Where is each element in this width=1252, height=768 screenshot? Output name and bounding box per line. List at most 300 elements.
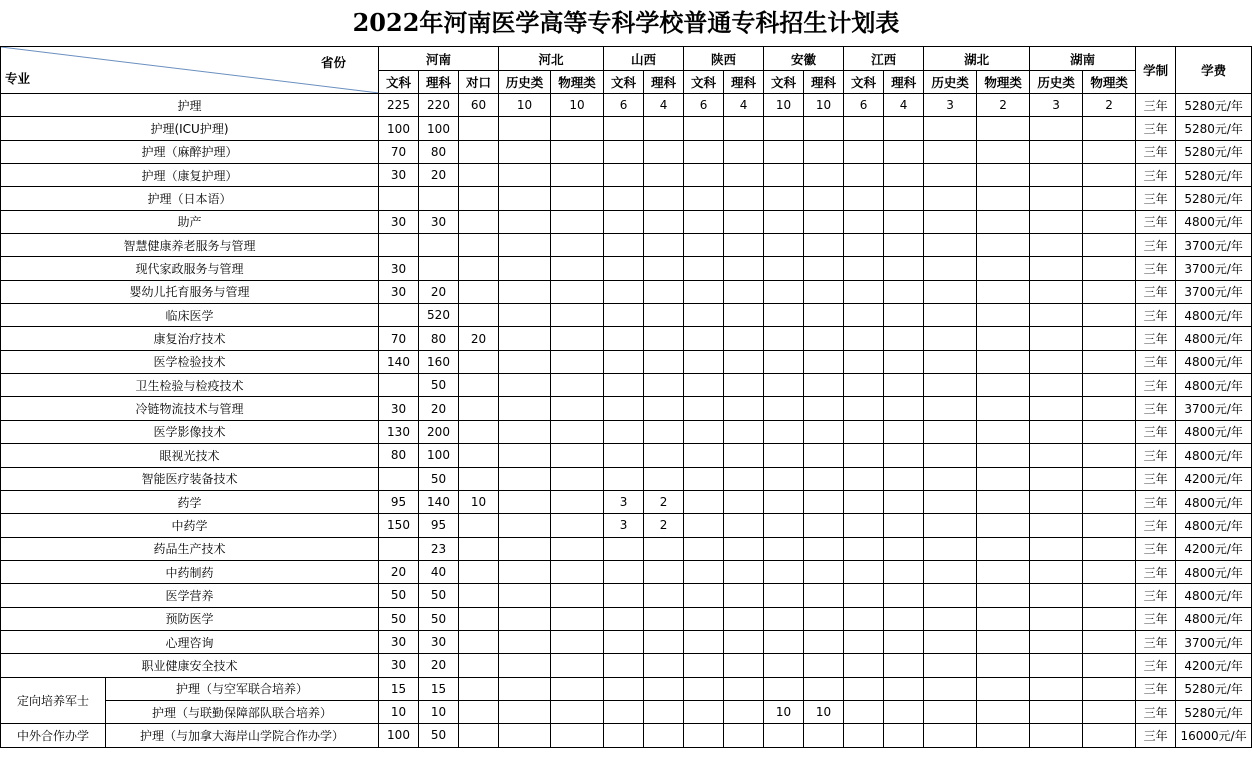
quota-cell: 50 (419, 724, 459, 747)
quota-cell: 2 (977, 94, 1030, 117)
table-row (1, 327, 1252, 350)
quota-cell (977, 234, 1030, 257)
quota-cell (977, 677, 1030, 700)
quota-cell (604, 210, 644, 233)
quota-cell (551, 654, 604, 677)
duration-header: 学制 (1136, 47, 1176, 94)
quota-cell (1083, 630, 1136, 653)
quota-cell (764, 677, 804, 700)
quota-cell (804, 584, 844, 607)
quota-cell (1030, 560, 1083, 583)
quota-cell (977, 584, 1030, 607)
quota-cell (684, 700, 724, 723)
table-row (1, 584, 1252, 607)
quota-cell (459, 677, 499, 700)
quota-cell (884, 280, 924, 303)
quota-cell (499, 397, 551, 420)
quota-cell (1030, 397, 1083, 420)
quota-cell (551, 700, 604, 723)
quota-cell (644, 210, 684, 233)
quota-cell (551, 397, 604, 420)
quota-cell: 80 (379, 444, 419, 467)
quota-cell: 3 (1030, 94, 1083, 117)
quota-cell (884, 327, 924, 350)
group-label-cell: 中外合作办学 (1, 724, 106, 747)
quota-cell (1030, 537, 1083, 560)
quota-cell: 30 (379, 630, 419, 653)
quota-cell (684, 187, 724, 210)
quota-cell (977, 560, 1030, 583)
quota-cell: 10 (499, 94, 551, 117)
quota-cell (977, 164, 1030, 187)
quota-cell (884, 700, 924, 723)
quota-cell (644, 677, 684, 700)
quota-cell: 15 (379, 677, 419, 700)
quota-cell (1030, 607, 1083, 630)
table-row (1, 257, 1252, 280)
duration-cell: 三年 (1136, 397, 1176, 420)
major-name-cell: 护理（麻醉护理） (1, 140, 379, 163)
quota-cell (1030, 117, 1083, 140)
quota-cell (644, 560, 684, 583)
quota-cell (804, 560, 844, 583)
quota-cell: 10 (804, 94, 844, 117)
quota-cell (1030, 350, 1083, 373)
quota-cell (551, 257, 604, 280)
major-name-cell: 心理咨询 (1, 630, 379, 653)
header-corner-cell (1, 47, 379, 94)
duration-cell: 三年 (1136, 444, 1176, 467)
quota-cell (499, 700, 551, 723)
fee-cell: 5280元/年 (1176, 164, 1252, 187)
quota-cell (977, 117, 1030, 140)
quota-cell (884, 117, 924, 140)
quota-cell (977, 187, 1030, 210)
quota-cell: 3 (924, 94, 977, 117)
quota-cell (644, 584, 684, 607)
quota-cell (844, 164, 884, 187)
quota-cell (924, 514, 977, 537)
quota-cell (924, 677, 977, 700)
quota-cell (379, 537, 419, 560)
quota-cell (604, 164, 644, 187)
quota-cell (1083, 584, 1136, 607)
quota-cell (1030, 257, 1083, 280)
quota-cell (884, 234, 924, 257)
quota-cell (804, 304, 844, 327)
quota-cell (1083, 304, 1136, 327)
table-row (1, 140, 1252, 163)
quota-cell (724, 724, 764, 747)
major-name-cell: 医学营养 (1, 584, 379, 607)
quota-cell (551, 467, 604, 490)
table-row (1, 117, 1252, 140)
table-row (1, 397, 1252, 420)
quota-cell (644, 164, 684, 187)
quota-cell (977, 257, 1030, 280)
major-name-cell: 护理（康复护理） (1, 164, 379, 187)
major-name-cell: 康复治疗技术 (1, 327, 379, 350)
major-name-cell: 冷链物流技术与管理 (1, 397, 379, 420)
quota-cell (684, 584, 724, 607)
quota-cell: 100 (379, 724, 419, 747)
quota-cell (379, 304, 419, 327)
quota-cell (844, 117, 884, 140)
quota-cell (604, 724, 644, 747)
table-row (1, 280, 1252, 303)
quota-cell: 23 (419, 537, 459, 560)
quota-cell (977, 327, 1030, 350)
quota-cell (804, 374, 844, 397)
quota-cell (684, 117, 724, 140)
quota-cell (844, 700, 884, 723)
table-row (1, 187, 1252, 210)
quota-cell (764, 444, 804, 467)
quota-cell: 150 (379, 514, 419, 537)
quota-cell (804, 397, 844, 420)
quota-cell: 95 (419, 514, 459, 537)
quota-cell (977, 724, 1030, 747)
quota-cell: 2 (1083, 94, 1136, 117)
quota-cell (604, 374, 644, 397)
duration-cell: 三年 (1136, 490, 1176, 513)
quota-cell (1083, 210, 1136, 233)
quota-cell (551, 234, 604, 257)
quota-cell (499, 210, 551, 233)
duration-cell: 三年 (1136, 677, 1176, 700)
quota-cell (884, 374, 924, 397)
sub-header: 文科 (604, 71, 644, 94)
quota-cell (644, 444, 684, 467)
sub-header: 文科 (844, 71, 884, 94)
quota-cell (844, 630, 884, 653)
quota-cell (499, 467, 551, 490)
quota-cell (551, 607, 604, 630)
quota-cell (459, 140, 499, 163)
quota-cell (724, 257, 764, 280)
quota-cell (844, 257, 884, 280)
quota-cell (924, 607, 977, 630)
quota-cell (459, 630, 499, 653)
table-row (1, 724, 1252, 747)
major-name-cell: 智能医疗装备技术 (1, 467, 379, 490)
quota-cell (459, 164, 499, 187)
province-header-jiangxi: 江西 (844, 47, 924, 71)
quota-cell (724, 327, 764, 350)
quota-cell (804, 420, 844, 443)
quota-cell (844, 140, 884, 163)
fee-cell: 4800元/年 (1176, 420, 1252, 443)
quota-cell (724, 584, 764, 607)
sub-header: 历史类 (1030, 71, 1083, 94)
quota-cell (977, 444, 1030, 467)
quota-cell (1083, 164, 1136, 187)
quota-cell (924, 327, 977, 350)
quota-cell (1030, 584, 1083, 607)
quota-cell (804, 467, 844, 490)
quota-cell (499, 607, 551, 630)
quota-cell (644, 304, 684, 327)
quota-cell (1083, 724, 1136, 747)
quota-cell (804, 444, 844, 467)
quota-cell (924, 140, 977, 163)
quota-cell (604, 537, 644, 560)
quota-cell: 60 (459, 94, 499, 117)
quota-cell (1083, 397, 1136, 420)
quota-cell: 50 (419, 607, 459, 630)
quota-cell (1030, 467, 1083, 490)
quota-cell (884, 467, 924, 490)
quota-cell (644, 350, 684, 373)
quota-cell (977, 490, 1030, 513)
quota-cell (724, 630, 764, 653)
quota-cell (884, 187, 924, 210)
quota-cell (844, 304, 884, 327)
table-row (1, 304, 1252, 327)
quota-cell (804, 164, 844, 187)
fee-cell: 4800元/年 (1176, 327, 1252, 350)
quota-cell (924, 210, 977, 233)
quota-cell (1030, 187, 1083, 210)
quota-cell: 20 (459, 327, 499, 350)
quota-cell (499, 187, 551, 210)
quota-cell (459, 210, 499, 233)
quota-cell (1083, 700, 1136, 723)
quota-cell: 50 (419, 467, 459, 490)
quota-cell (804, 117, 844, 140)
quota-cell (724, 280, 764, 303)
quota-cell (844, 280, 884, 303)
quota-cell (804, 490, 844, 513)
sub-header: 历史类 (924, 71, 977, 94)
quota-cell (684, 210, 724, 233)
quota-cell (977, 140, 1030, 163)
fee-cell: 5280元/年 (1176, 140, 1252, 163)
quota-cell (644, 257, 684, 280)
quota-cell: 50 (379, 584, 419, 607)
quota-cell (924, 304, 977, 327)
major-name-cell: 护理 (1, 94, 379, 117)
table-row (1, 234, 1252, 257)
quota-cell: 20 (419, 280, 459, 303)
quota-cell (1083, 257, 1136, 280)
quota-cell (724, 304, 764, 327)
quota-cell (604, 584, 644, 607)
major-name-cell: 药品生产技术 (1, 537, 379, 560)
quota-cell (764, 374, 804, 397)
quota-cell (977, 654, 1030, 677)
major-name-cell: 临床医学 (1, 304, 379, 327)
quota-cell (684, 234, 724, 257)
table-row (1, 677, 1252, 700)
quota-cell: 30 (419, 630, 459, 653)
quota-cell (551, 140, 604, 163)
quota-cell: 20 (419, 164, 459, 187)
fee-cell: 4800元/年 (1176, 560, 1252, 583)
table-row (1, 514, 1252, 537)
quota-cell (924, 444, 977, 467)
quota-cell (844, 374, 884, 397)
quota-cell (551, 537, 604, 560)
quota-cell: 95 (379, 490, 419, 513)
quota-cell (764, 234, 804, 257)
quota-cell (724, 514, 764, 537)
quota-cell (924, 117, 977, 140)
quota-cell (724, 537, 764, 560)
quota-cell (644, 537, 684, 560)
quota-cell (884, 630, 924, 653)
quota-cell (977, 374, 1030, 397)
quota-cell (1030, 210, 1083, 233)
quota-cell (924, 654, 977, 677)
quota-cell (1083, 467, 1136, 490)
quota-cell (804, 234, 844, 257)
quota-cell (551, 210, 604, 233)
quota-cell (604, 654, 644, 677)
quota-cell (551, 490, 604, 513)
major-name-cell: 眼视光技术 (1, 444, 379, 467)
duration-cell: 三年 (1136, 327, 1176, 350)
quota-cell (499, 374, 551, 397)
quota-cell (379, 374, 419, 397)
quota-cell (804, 187, 844, 210)
duration-cell: 三年 (1136, 374, 1176, 397)
quota-cell (604, 257, 644, 280)
quota-cell (644, 724, 684, 747)
duration-cell: 三年 (1136, 514, 1176, 537)
quota-cell (844, 467, 884, 490)
quota-cell (924, 467, 977, 490)
fee-cell: 4800元/年 (1176, 350, 1252, 373)
quota-cell (844, 234, 884, 257)
quota-cell (924, 560, 977, 583)
quota-cell: 15 (419, 677, 459, 700)
quota-cell (459, 280, 499, 303)
quota-cell: 30 (379, 210, 419, 233)
quota-cell (459, 187, 499, 210)
quota-cell (1083, 327, 1136, 350)
quota-cell (644, 140, 684, 163)
sub-header: 文科 (684, 71, 724, 94)
major-name-cell: 预防医学 (1, 607, 379, 630)
quota-cell (1083, 374, 1136, 397)
quota-cell (551, 304, 604, 327)
quota-cell (764, 327, 804, 350)
quota-cell (977, 420, 1030, 443)
quota-cell (924, 257, 977, 280)
quota-cell (764, 257, 804, 280)
quota-cell: 100 (419, 117, 459, 140)
quota-cell (604, 140, 644, 163)
quota-cell (977, 397, 1030, 420)
quota-cell (804, 140, 844, 163)
quota-cell (604, 560, 644, 583)
major-name-cell: 婴幼儿托育服务与管理 (1, 280, 379, 303)
quota-cell: 30 (419, 210, 459, 233)
quota-cell (551, 164, 604, 187)
quota-cell (1083, 560, 1136, 583)
quota-cell (499, 350, 551, 373)
province-header-shaanxi: 陕西 (684, 47, 764, 71)
duration-cell: 三年 (1136, 630, 1176, 653)
group-label-cell: 定向培养军士 (1, 677, 106, 724)
quota-cell (379, 187, 419, 210)
quota-cell (551, 724, 604, 747)
province-header-henan: 河南 (379, 47, 499, 71)
quota-cell (459, 584, 499, 607)
sub-header: 历史类 (499, 71, 551, 94)
fee-cell: 4800元/年 (1176, 210, 1252, 233)
quota-cell (1030, 677, 1083, 700)
fee-cell: 4800元/年 (1176, 490, 1252, 513)
quota-cell (884, 210, 924, 233)
quota-cell: 10 (764, 700, 804, 723)
quota-cell (684, 724, 724, 747)
duration-cell: 三年 (1136, 724, 1176, 747)
sub-header: 理科 (804, 71, 844, 94)
quota-cell (459, 374, 499, 397)
quota-cell (604, 304, 644, 327)
quota-cell (551, 374, 604, 397)
sub-header: 文科 (764, 71, 804, 94)
quota-cell: 4 (724, 94, 764, 117)
quota-cell: 50 (379, 607, 419, 630)
quota-cell (459, 467, 499, 490)
quota-cell: 70 (379, 140, 419, 163)
quota-cell (884, 304, 924, 327)
quota-cell: 10 (551, 94, 604, 117)
quota-cell (977, 467, 1030, 490)
duration-cell: 三年 (1136, 164, 1176, 187)
quota-cell (844, 350, 884, 373)
fee-cell: 5280元/年 (1176, 117, 1252, 140)
quota-cell (764, 210, 804, 233)
quota-cell (804, 677, 844, 700)
major-name-cell: 卫生检验与检疫技术 (1, 374, 379, 397)
quota-cell (844, 560, 884, 583)
quota-cell (1030, 490, 1083, 513)
major-name-cell: 现代家政服务与管理 (1, 257, 379, 280)
quota-cell (684, 280, 724, 303)
quota-cell (684, 327, 724, 350)
duration-cell: 三年 (1136, 140, 1176, 163)
quota-cell (1030, 444, 1083, 467)
fee-cell: 3700元/年 (1176, 257, 1252, 280)
quota-cell (724, 187, 764, 210)
duration-cell: 三年 (1136, 234, 1176, 257)
province-header-hunan: 湖南 (1030, 47, 1136, 71)
quota-cell (1083, 350, 1136, 373)
sub-header: 物理类 (551, 71, 604, 94)
quota-cell (419, 257, 459, 280)
quota-cell (844, 210, 884, 233)
quota-cell: 10 (379, 700, 419, 723)
quota-cell (499, 420, 551, 443)
quota-cell (684, 444, 724, 467)
quota-cell: 100 (379, 117, 419, 140)
quota-cell (924, 397, 977, 420)
quota-cell (499, 304, 551, 327)
quota-cell (604, 700, 644, 723)
quota-cell (499, 724, 551, 747)
quota-cell (1083, 654, 1136, 677)
fee-cell: 4200元/年 (1176, 654, 1252, 677)
quota-cell (924, 187, 977, 210)
duration-cell: 三年 (1136, 584, 1176, 607)
quota-cell (844, 444, 884, 467)
quota-cell: 30 (379, 164, 419, 187)
duration-cell: 三年 (1136, 280, 1176, 303)
